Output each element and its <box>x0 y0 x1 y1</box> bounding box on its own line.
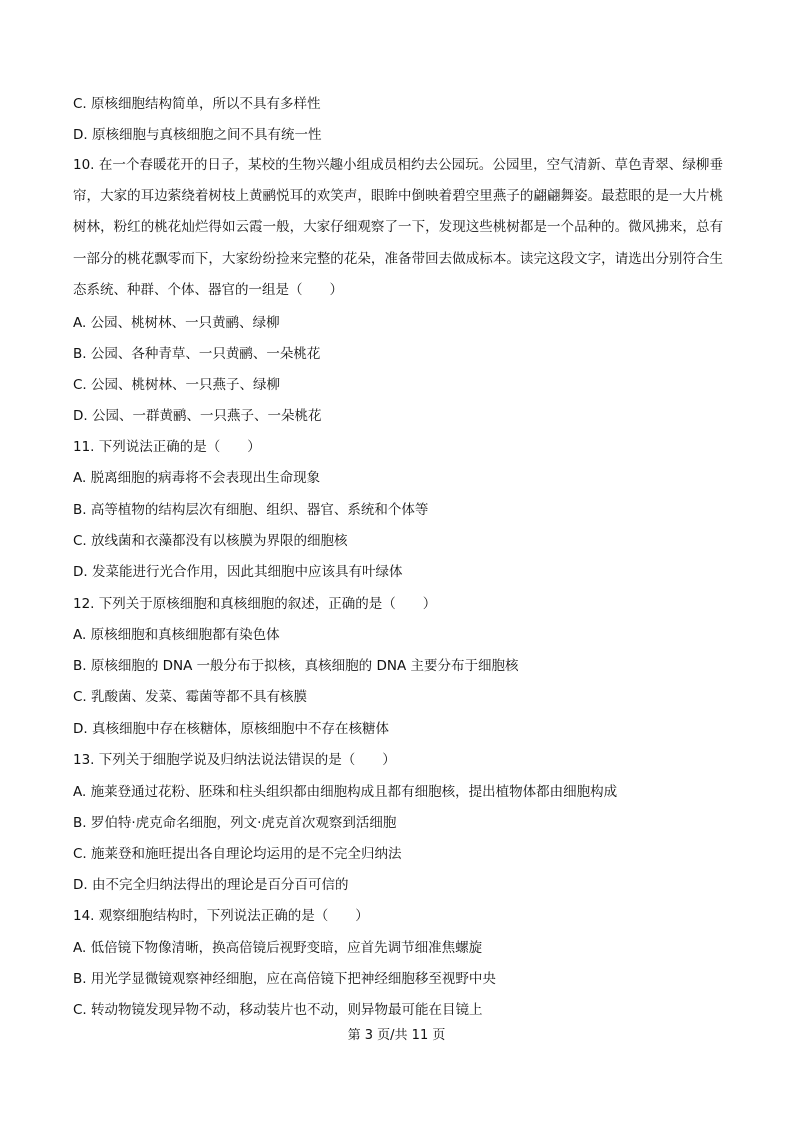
q10-option-b: B. 公园、各种青草、一只黄鹂、一朵桃花 <box>73 346 321 362</box>
q10-stem: 10. 在一个春暖花开的日子，某校的生物兴趣小组成员相约去公园玩。公园里，空气清新、草色青翠、绿柳垂帘，大家的耳边萦绕着树枝上黄鹂悦耳的欢笑声，眼眸中倒映着碧空里燕子的翩翩舞姿。最惹眼的是一大片桃树林，粉红的桃花灿烂得如云霞一般，大家仔细观察了一下，发现这些桃树都是一个品种的。微风拂来，总有一部分的桃花飘零而下，大家纷纷捡来完整的花朵，准备带回去做成标本。读完这段文字，请选出分别符合生态系统、种群、个体、器官的一组是（ ） <box>73 157 723 298</box>
q11-option-d: D. 发菜能进行光合作用，因此其细胞中应该具有叶绿体 <box>73 564 403 580</box>
q11-option-c: C. 放线菌和衣藻都没有以核膜为界限的细胞核 <box>73 533 348 549</box>
q13-stem: 13. 下列关于细胞学说及归纳法说法错误的是（ ） <box>73 752 396 768</box>
q14-option-c: C. 转动物镜发现异物不动，移动装片也不动，则异物最可能在目镜上 <box>73 1002 483 1018</box>
q10-option-c: C. 公园、桃树林、一只燕子、绿柳 <box>73 377 281 393</box>
q10-option-d: D. 公园、一群黄鹂、一只燕子、一朵桃花 <box>73 408 322 424</box>
q14-stem: 14. 观察细胞结构时，下列说法正确的是（ ） <box>73 908 369 924</box>
q11-stem: 11. 下列说法正确的是（ ） <box>73 439 261 455</box>
q9-option-d: D. 原核细胞与真核细胞之间不具有统一性 <box>73 127 322 143</box>
q13-option-c: C. 施莱登和施旺提出各自理论均运用的是不完全归纳法 <box>73 846 402 862</box>
q9-option-c: C. 原核细胞结构简单，所以不具有多样性 <box>73 96 321 112</box>
q14-option-a: A. 低倍镜下物像清晰，换高倍镜后视野变暗，应首先调节细准焦螺旋 <box>73 940 483 956</box>
q14-option-b: B. 用光学显微镜观察神经细胞，应在高倍镜下把神经细胞移至视野中央 <box>73 971 496 987</box>
q13-option-b: B. 罗伯特·虎克命名细胞，列文·虎克首次观察到活细胞 <box>73 815 397 831</box>
q10-option-a: A. 公园、桃树林、一只黄鹂、绿柳 <box>73 315 280 331</box>
q12-stem: 12. 下列关于原核细胞和真核细胞的叙述，正确的是（ ） <box>73 596 437 612</box>
q11-option-b: B. 高等植物的结构层次有细胞、组织、器官、系统和个体等 <box>73 502 429 518</box>
q12-option-a: A. 原核细胞和真核细胞都有染色体 <box>73 627 280 643</box>
page-footer: 第 3 页/共 11 页 <box>347 1028 446 1043</box>
q12-option-c: C. 乳酸菌、发菜、霉菌等都不具有核膜 <box>73 689 308 705</box>
q12-option-b: B. 原核细胞的 DNA 一般分布于拟核，真核细胞的 DNA 主要分布于细胞核 <box>73 658 519 674</box>
q12-option-d: D. 真核细胞中存在核糖体，原核细胞中不存在核糖体 <box>73 721 389 737</box>
q13-option-d: D. 由不完全归纳法得出的理论是百分百可信的 <box>73 877 349 893</box>
q13-option-a: A. 施莱登通过花粉、胚珠和柱头组织都由细胞构成且都有细胞核，提出植物体都由细胞构成 <box>73 784 618 800</box>
q11-option-a: A. 脱离细胞的病毒将不会表现出生命现象 <box>73 470 321 486</box>
